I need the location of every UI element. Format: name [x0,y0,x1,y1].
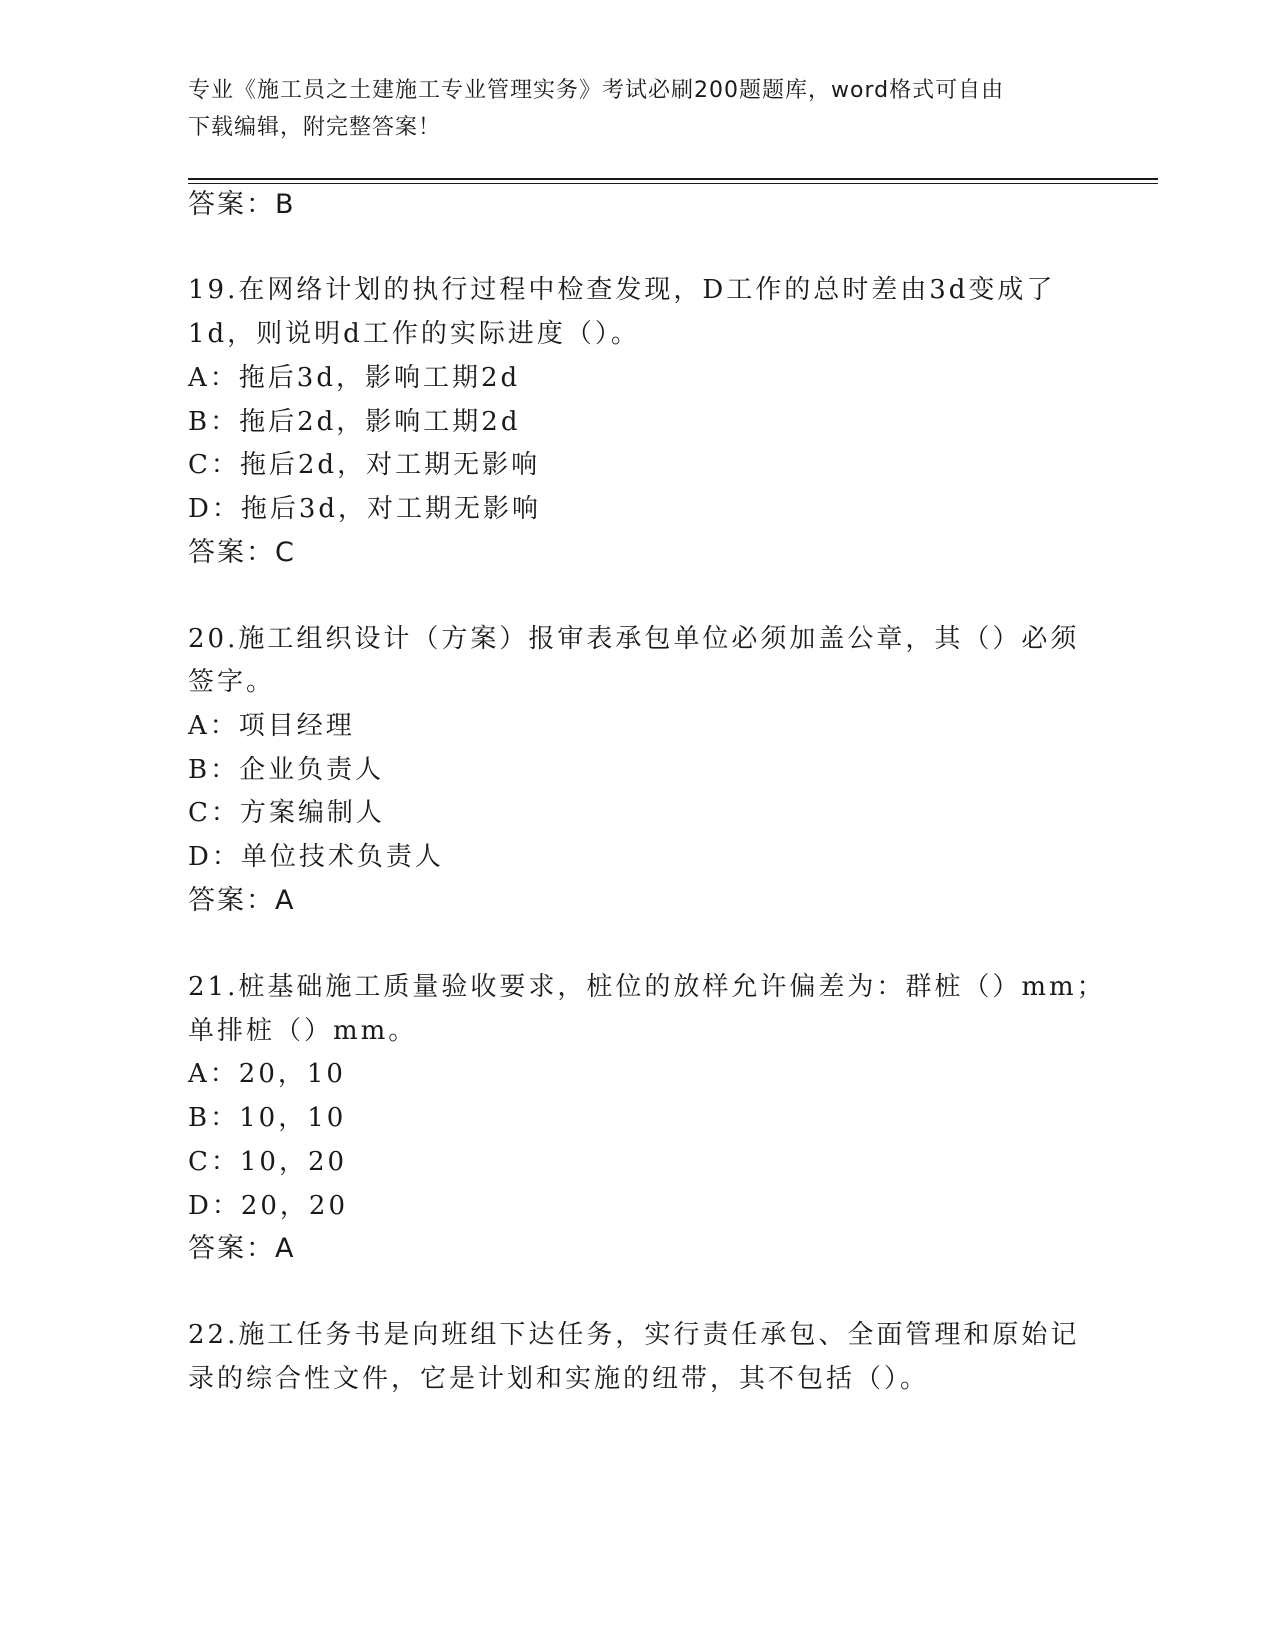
question-22-text-line-2: 录的综合性文件，它是计划和实施的纽带，其不包括（）。 [188,1364,930,1394]
previous-answer: 答案：B [188,189,296,220]
question-19-option-a: A：拖后3d，影响工期2d [188,363,521,393]
header-line-1: 专业《施工员之土建施工专业管理实务》考试必刷200题题库，word格式可自由 [188,78,1005,103]
header-rule-thin [188,183,1158,184]
document-header [188,72,1068,146]
question-19-option-c: C：拖后2d，对工期无影响 [188,450,541,480]
question-21-option-c: C：10，20 [188,1147,348,1177]
question-19-text-line-2: 1d，则说明d工作的实际进度（）。 [188,319,640,349]
question-20-text-line-2: 签字。 [188,667,276,697]
question-19-option-d: D：拖后3d，对工期无影响 [188,494,542,524]
question-20-option-a: A：项目经理 [188,711,355,741]
question-20-answer: 答案：A [188,885,296,916]
question-21-answer: 答案：A [188,1233,296,1264]
question-20-text-line-1: 20.施工组织设计（方案）报审表承包单位必须加盖公章，其（）必须 [188,624,1080,654]
header-line-2: 下载编辑，附完整答案！ [188,115,442,140]
question-20-option-c: C：方案编制人 [188,798,385,828]
question-21-text-line-2: 单排桩（）mm。 [188,1016,418,1046]
question-19-answer: 答案：C [188,537,296,568]
header-rule-thick [188,178,1158,180]
question-20-option-b: B：企业负责人 [188,755,385,785]
question-22-text-line-1: 22.施工任务书是向班组下达任务，实行责任承包、全面管理和原始记 [188,1320,1080,1350]
question-21-text-line-1: 21.桩基础施工质量验收要求，桩位的放样允许偏差为：群桩（）mm； [188,972,1106,1002]
question-21-option-b: B：10，10 [188,1103,347,1133]
question-20-option-d: D：单位技术负责人 [188,842,444,872]
question-19-option-b: B：拖后2d，影响工期2d [188,407,521,437]
question-21-option-a: A：20，10 [188,1059,346,1089]
question-21-option-d: D：20，20 [188,1191,349,1221]
question-19-text-line-1: 19.在网络计划的执行过程中检查发现，D工作的总时差由3d变成了 [188,275,1056,305]
